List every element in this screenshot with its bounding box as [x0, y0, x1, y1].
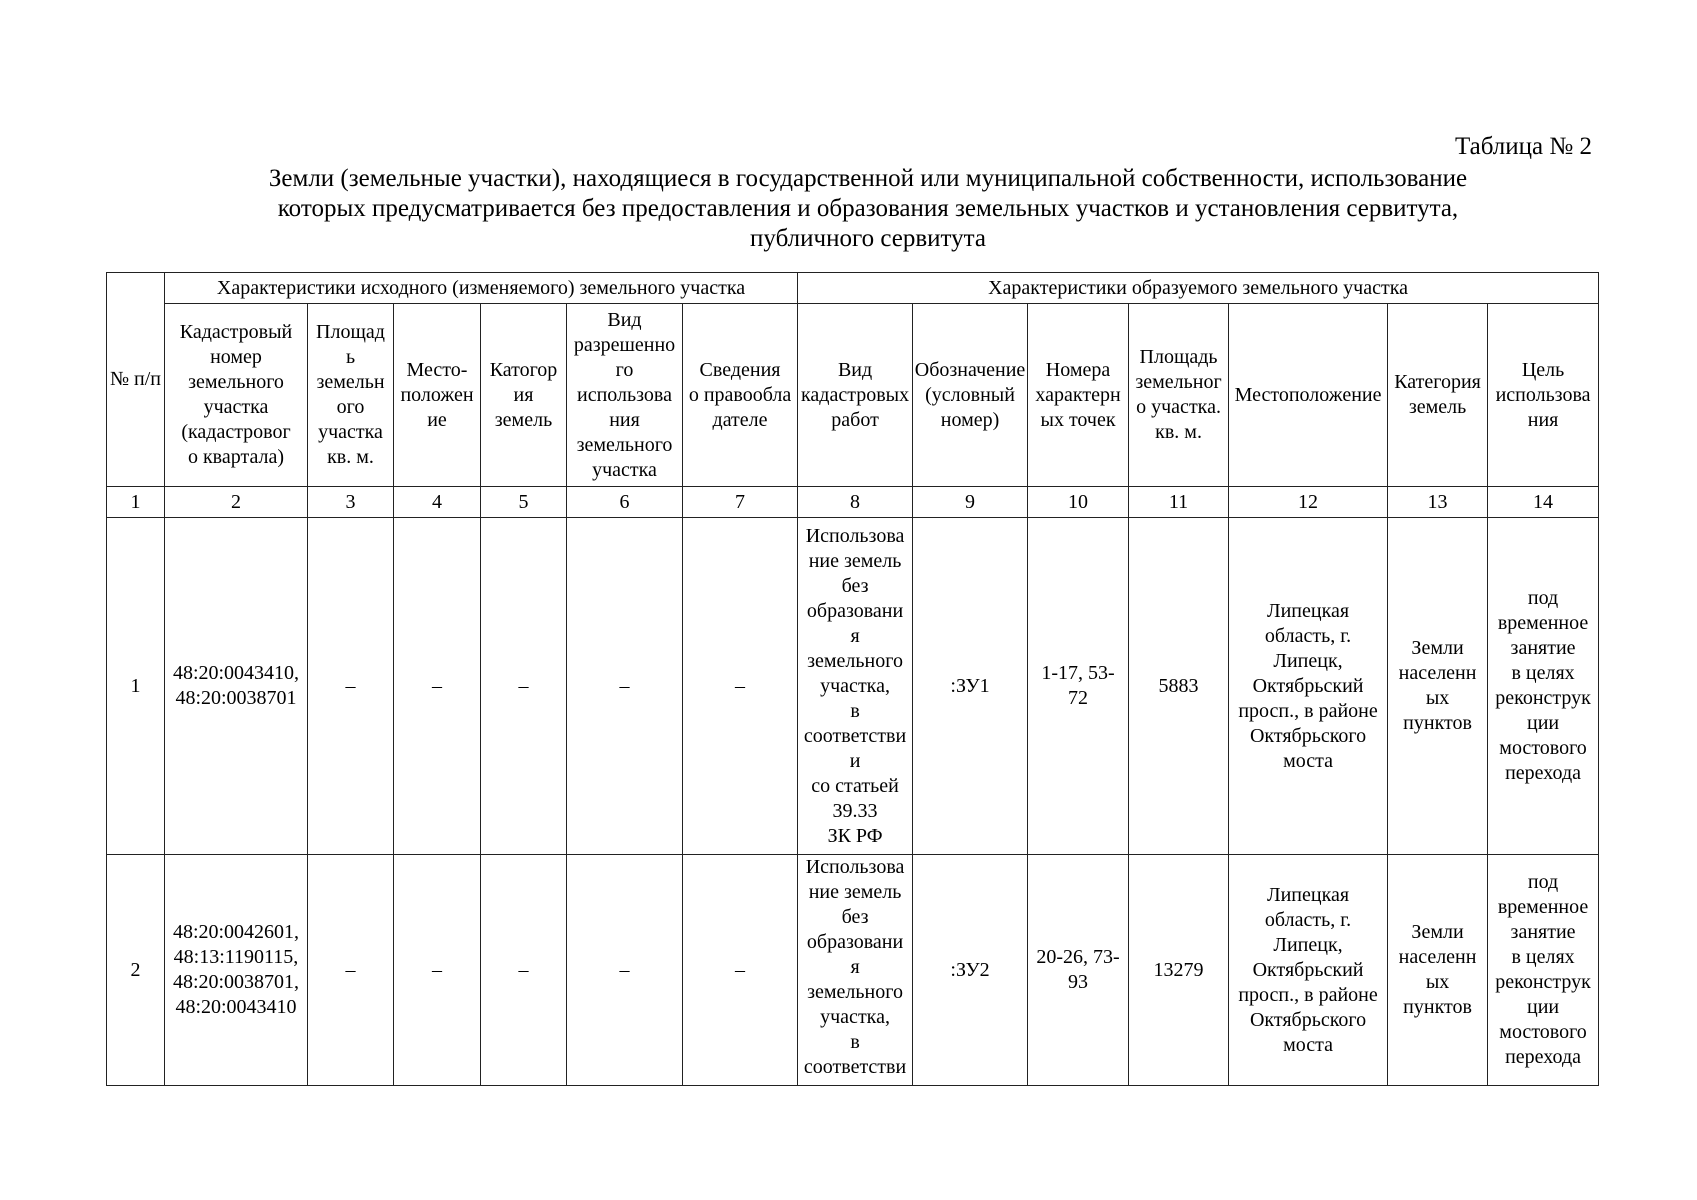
cell-source-location: –: [394, 518, 481, 855]
header-owner-info: Сведения о правообла дателе: [683, 304, 798, 487]
cell-cadastral-works: Использова ние земель без образовани я земельного участка, в соответстви: [798, 855, 913, 1086]
column-number: 14: [1488, 487, 1599, 518]
cell-cadastral-works: Использова ние земель без образовани я земельного участка, в соответстви и со статьей 39.33 ЗК РФ: [798, 518, 913, 855]
cell-permitted-use: –: [567, 855, 683, 1086]
cell-owner-info: –: [683, 855, 798, 1086]
header-source-category: Катогор ия земель: [481, 304, 567, 487]
column-number: 6: [567, 487, 683, 518]
cell-designation: :ЗУ2: [913, 855, 1028, 1086]
column-number: 13: [1388, 487, 1488, 518]
cell-formed-area: 13279: [1129, 855, 1229, 1086]
column-number: 1: [107, 487, 165, 518]
cell-source-area: –: [308, 855, 394, 1086]
land-plots-table: [106, 272, 1599, 1086]
column-number: 7: [683, 487, 798, 518]
header-formed-area: Площадь земельног о участка. кв. м.: [1129, 304, 1229, 487]
table-header-row: [107, 304, 1599, 487]
cell-source-location: –: [394, 855, 481, 1086]
cell-designation: :ЗУ1: [913, 518, 1028, 855]
column-number: 5: [481, 487, 567, 518]
column-number: 2: [165, 487, 308, 518]
column-number: 11: [1129, 487, 1229, 518]
table-label: Таблица № 2: [1454, 133, 1592, 160]
column-number: 10: [1028, 487, 1129, 518]
cell-formed-category: Земли населенн ых пунктов: [1388, 518, 1488, 855]
table-group-header-row: [107, 273, 1599, 304]
cell-cadastral-number: 48:20:0042601, 48:13:1190115, 48:20:0038701, 48:20:0043410: [165, 855, 308, 1086]
cell-formed-location: Липецкая область, г. Липецк, Октябрьский просп., в районе Октябрьского моста: [1229, 855, 1388, 1086]
cell-point-numbers: 20-26, 73- 93: [1028, 855, 1129, 1086]
cell-point-numbers: 1-17, 53- 72: [1028, 518, 1129, 855]
column-number-row: [107, 487, 1599, 518]
header-cadastral-number: Кадастровый номер земельного участка (кадастровог о квартала): [165, 304, 308, 487]
header-group-source-plot: Характеристики исходного (изменяемого) земельного участка: [165, 273, 798, 304]
cell-cadastral-number: 48:20:0043410, 48:20:0038701: [165, 518, 308, 855]
cell-row-number: 1: [107, 518, 165, 855]
cell-purpose: под временное занятие в целях реконструк ции мостового перехода: [1488, 518, 1599, 855]
table-row: [107, 855, 1599, 1086]
cell-source-category: –: [481, 855, 567, 1086]
document-title: Земли (земельные участки), находящиеся в государственной или муниципальной собственности, использование которых предусматривается без предоставления и образования земельных участков и установления сервитута, публичного сервитута: [268, 165, 1468, 252]
cell-owner-info: –: [683, 518, 798, 855]
cell-row-number: 2: [107, 855, 165, 1086]
header-group-formed-plot: Характеристики образуемого земельного участка: [798, 273, 1599, 304]
cell-formed-area: 5883: [1129, 518, 1229, 855]
header-source-location: Место- положен ие: [394, 304, 481, 487]
header-permitted-use: Вид разрешенно го использова ния земельного участка: [567, 304, 683, 487]
header-purpose: Цель использова ния: [1488, 304, 1599, 487]
cell-formed-location: Липецкая область, г. Липецк, Октябрьский просп., в районе Октябрьского моста: [1229, 518, 1388, 855]
table-row: [107, 518, 1599, 855]
cell-formed-category: Земли населенн ых пунктов: [1388, 855, 1488, 1086]
cell-source-category: –: [481, 518, 567, 855]
header-formed-location: Местоположение: [1229, 304, 1388, 487]
header-point-numbers: Номера характерн ых точек: [1028, 304, 1129, 487]
column-number: 4: [394, 487, 481, 518]
column-number: 9: [913, 487, 1028, 518]
header-source-area: Площад ь земельн ого участка кв. м.: [308, 304, 394, 487]
header-formed-category: Категория земель: [1388, 304, 1488, 487]
cell-permitted-use: –: [567, 518, 683, 855]
header-row-number: № п/п: [107, 273, 165, 487]
cell-source-area: –: [308, 518, 394, 855]
header-designation: Обозначение (условный номер): [913, 304, 1028, 487]
column-number: 3: [308, 487, 394, 518]
column-number: 12: [1229, 487, 1388, 518]
header-cadastral-works: Вид кадастровых работ: [798, 304, 913, 487]
cell-purpose: под временное занятие в целях реконструк ции мостового перехода: [1488, 855, 1599, 1086]
column-number: 8: [798, 487, 913, 518]
